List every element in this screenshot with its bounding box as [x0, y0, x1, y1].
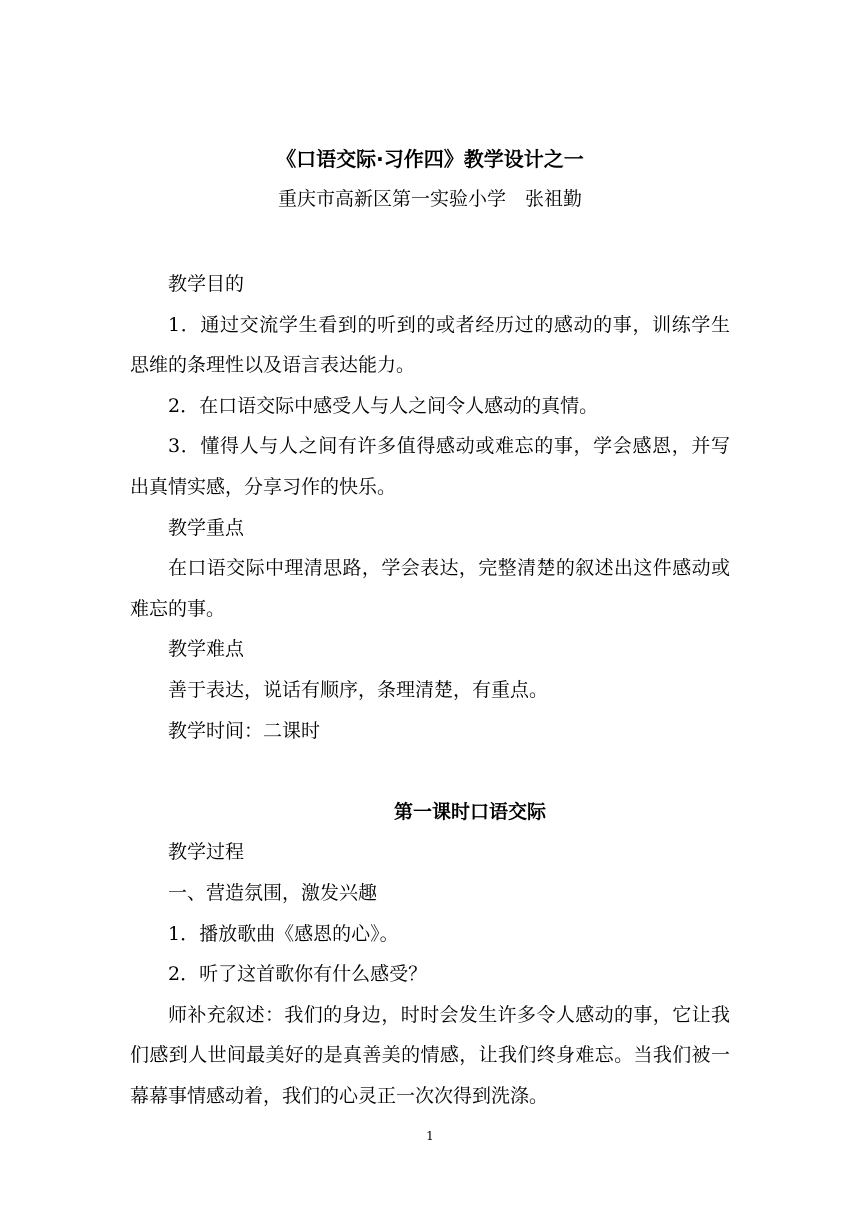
- document-byline: 重庆市高新区第一实验小学 张祖勤: [277, 188, 582, 210]
- key-points-heading: 教学重点: [168, 516, 245, 539]
- goal-item: 1．通过交流学生看到的听到的或者经历过的感动的事，训练学生思维的条理性以及语言表达能力。: [130, 313, 730, 377]
- goal-item: 3．懂得人与人之间有许多值得感动或难忘的事，学会感恩，并写出真情实感，分享习作的快乐。: [130, 435, 730, 498]
- key-points-text: 在口语交际中理清思路，学会表达，完整清楚的叙述出这件感动或难忘的事。: [130, 557, 730, 620]
- lesson-one-title: 第一课时口语交际: [393, 800, 546, 823]
- goals-heading: 教学目的: [168, 273, 245, 295]
- difficulties-heading: 教学难点: [168, 638, 245, 661]
- document-title: 《口语交际·习作四》教学设计之一: [276, 147, 584, 171]
- step-item: 1．播放歌曲《感恩的心》。: [168, 922, 399, 945]
- process-heading: 教学过程: [168, 841, 245, 864]
- step-one-heading: 一、营造氛围，激发兴趣: [168, 881, 378, 904]
- goal-item: 2．在口语交际中感受人与人之间令人感动的真情。: [168, 394, 599, 417]
- teacher-note: 师补充叙述：我们的身边，时时会发生许多令人感动的事，它让我们感到人世间最美好的是真善美的情感，让我们终身难忘。当我们被一幕幕事情感动着，我们的心灵正一次次得到洗涤。: [130, 1003, 730, 1107]
- teaching-time: 教学时间：二课时: [168, 719, 321, 742]
- step-item: 2．听了这首歌你有什么感受？: [168, 963, 428, 986]
- difficulties-text: 善于表达，说话有顺序，条理清楚，有重点。: [168, 678, 549, 701]
- section-spacer: [130, 751, 730, 792]
- page-number: 1: [426, 1129, 434, 1143]
- document-body: [130, 264, 730, 1116]
